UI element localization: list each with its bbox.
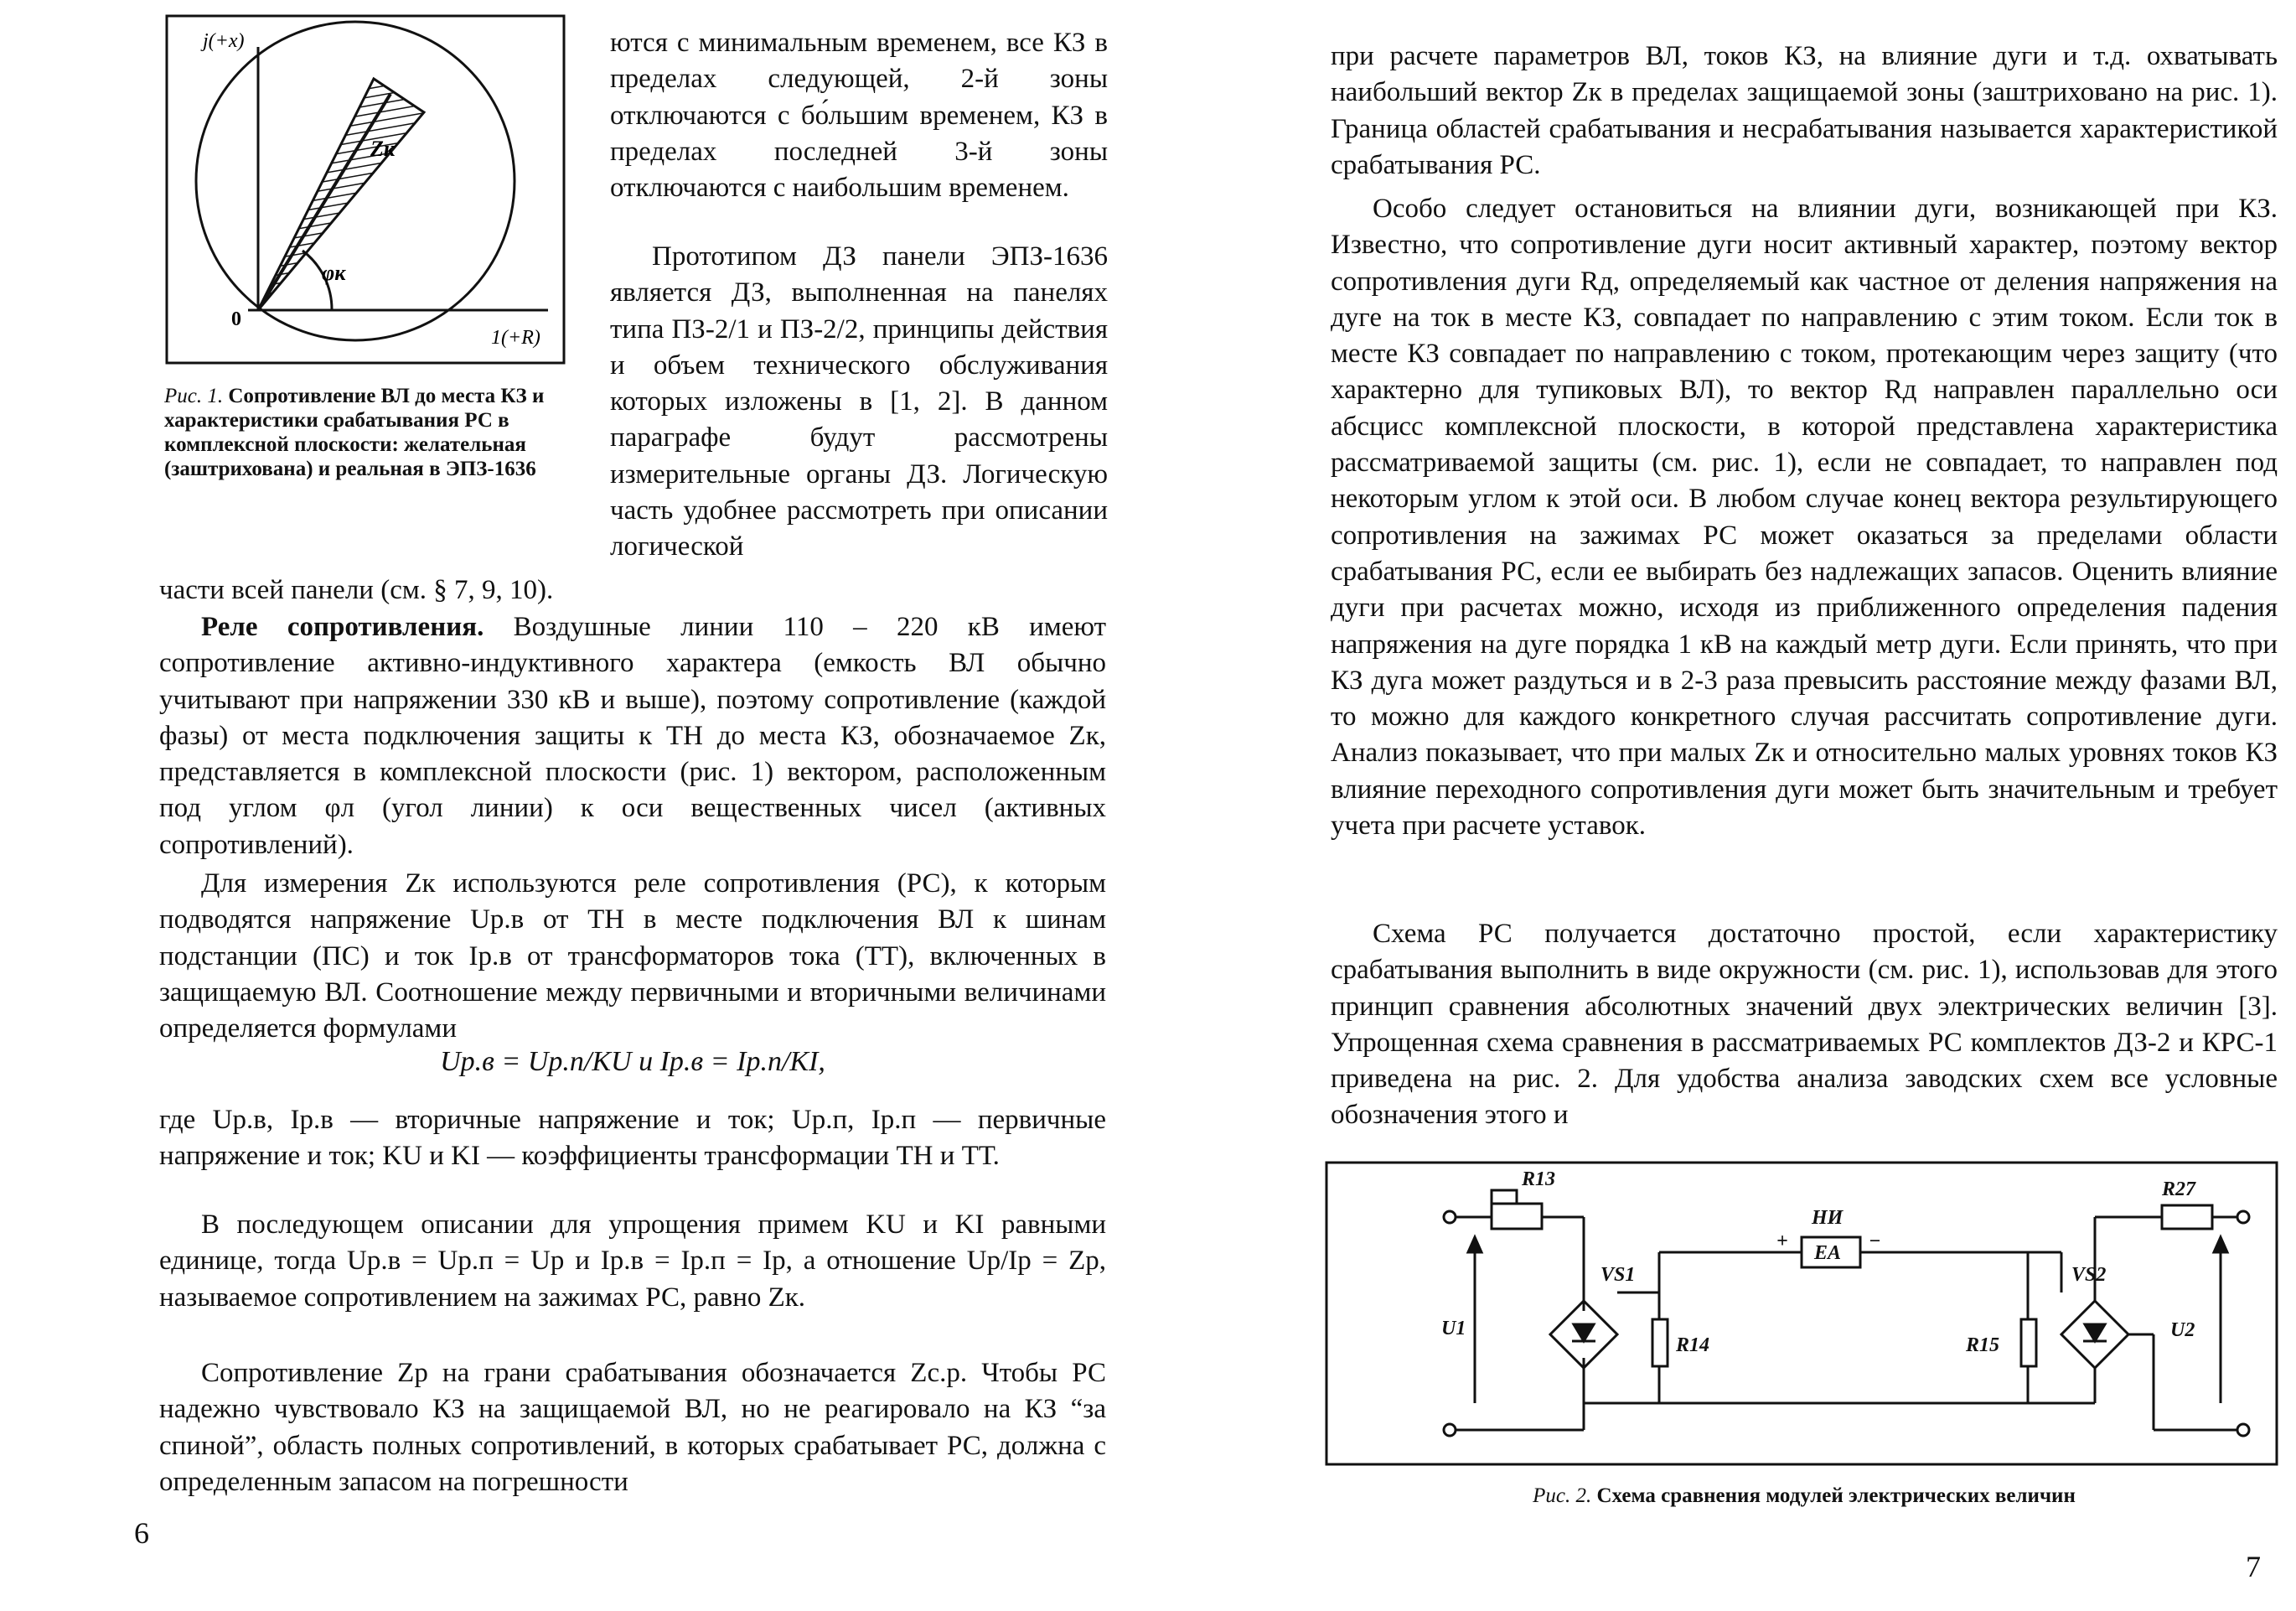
relay-heading: Реле сопротивления. [201,612,484,642]
terminal-right-top [2237,1211,2249,1223]
left-para-relay [159,609,1106,863]
label-vs1: VS1 [1600,1264,1636,1286]
figure-2-caption [1331,1484,2278,1508]
left-para-side-1: ются с минимальным временем, все КЗ в пределах следующей, 2-й зоны отключаются с бо́льшим временем, КЗ в пределах последней 3-й зоны отключаются с наибольшим временем. [610,28,1108,204]
origin-label: 0 [231,308,241,330]
left-para-2-continued: части всей панели (см. § 7, 9, 10). [159,575,554,605]
label-plus: + [1776,1230,1788,1252]
label-minus: − [1869,1230,1881,1252]
figure-2-frame [1326,1163,2277,1464]
figure-2-caption-text: Схема сравнения модулей электрических величин [1596,1484,2076,1507]
angle-label: φк [322,261,346,285]
axis-x-label: 1(+R) [491,327,540,349]
label-r14: R14 [1676,1334,1710,1356]
right-para-arc: Особо следует остановиться на влиянии дуги, возникающей при КЗ. Известно, что сопротивление дуги носит активный характер, поэтому вектор сопротивления дуги Rд, определяемый как частное от деления напряжения на дуге на ток в месте КЗ, совпадает по направлению с этим током. Если ток в месте КЗ совпадает по направлению с током, протекающим через защиту (что характерно для тупиковых ВЛ), то вектор Rд направлен параллельно оси абсцисс комплексной плоскости, в которой представлена характеристика рассматриваемой защиты (см. рис. 1), если не совпадает, то направлен под некоторым углом к этой оси. В любом случае конец вектора результирующего сопротивления на зажимах РС может оказаться за пределами области срабатывания РС, если ее выбирать без надлежащих запасов. Оценить влияние дуги при расчетах можно, исходя из приближенного определения падения напряжения на дуге порядка 1 кВ на каждый метр дуги. Если принять, что при КЗ дуга может раздуться и в 2-3 раза превысить расстояние между фазами ВЛ, то можно для каждого конкретного случая рассчитать сопротивление дуги. Анализ показывает, что при малых Zк и относительно малых уровнях токов КЗ влияние переходного сопротивления дуги может быть значительным и требует учета при расчете уставок. [1331,194,2278,842]
figure-2-circuit [1324,1160,2279,1467]
label-r13: R13 [1522,1168,1556,1190]
left-para-side-2: Прототипом ДЗ панели ЭПЗ-1636 является ДЗ, выполненная на панелях типа ПЗ-2/1 и ПЗ-2/2, принципы действия и объем технического обслуживания которых изложены в [1, 2]. В данном параграфе будут рассмотрены измерительные органы ДЗ. Логическую часть удобнее рассмотреть при описании логической [610,241,1108,562]
figure-2-caption-label: Рис. 2. [1533,1484,1592,1507]
left-para-measurement: Для измерения Zк используются реле сопротивления (РС), к которым подводятся напряжение Uр.в от ТН в месте подключения ВЛ к шинам подстанции (ПС) и ток Iр.в от трансформаторов тока (ТТ), включенных в защищаемую ВЛ. Соотношение между первичными и вторичными величинами определяется формулами [159,868,1106,1044]
resistor-r13 [1492,1204,1542,1229]
label-hi: НИ [1812,1207,1844,1229]
page-number-left: 6 [134,1516,149,1550]
left-para-threshold: Сопротивление Zр на грани срабатывания обозначается Zс.р. Чтобы РС надежно чувствовало КЗ на защищаемой ВЛ, но не реагировало на КЗ “за спиной”, область полных сопротивлений, в которых срабатывает РС, должна с определенным запасом на погрешности [159,1358,1106,1497]
label-r27: R27 [2162,1178,2196,1200]
terminal-right-bottom [2237,1424,2249,1436]
relay-body: Воздушные линии 110 – 220 кВ имеют сопротивление активно-индуктивного характера (емкость ВЛ обычно учитывают при напряжении 330 кВ и выше), поэтому сопротивление (каждой фазы) от места подключения защиты к ТН до места КЗ, обозначаемое Zк, представляется в комплексной плоскости (рис. 1) вектором, расположенным под углом φл (угол линии) к оси вещественных чисел (активных сопротивлений). [159,612,1107,860]
figure-1-caption [164,384,566,481]
vector-label: Zк [370,137,396,161]
left-para-simplification: В последующем описании для упрощения примем KU и KI равными единице, тогда Uр.в = Uр.п = Uр и Iр.в = Iр.п = Iр, а отношение Uр/Iр = Zр, называемое сопротивлением на зажимах РС, равно Zк. [159,1210,1106,1313]
label-ea: EA [1814,1242,1842,1264]
figure-1-caption-text: Сопротивление ВЛ до места КЗ и характеристики срабатывания РС в комплексной плоскости: желательная (заштрихована) и реальная в ЭПЗ-1636 [164,385,545,480]
label-u2: U2 [2170,1319,2195,1341]
terminal-left-bottom [1444,1424,1456,1436]
resistor-r27 [2162,1205,2212,1229]
right-para-1: при расчете параметров ВЛ, токов КЗ, на влияние дуги и т.д. охватывать наибольший вектор Zк в пределах защищаемой зоны (заштриховано на рис. 1). Граница областей срабатывания и несрабатывания называется характеристикой срабатывания РС. [1331,41,2278,180]
label-u1: U1 [1441,1318,1466,1339]
figure-1-impedance-diagram [164,13,566,365]
label-vs2: VS2 [2071,1264,2107,1286]
left-para-definitions: где Uр.в, Iр.в — вторичные напряжение и ток; Uр.п, Iр.п — первичные напряжение и ток; KU и KI — коэффициенты трансформации ТН и ТТ. [159,1105,1106,1172]
label-r15: R15 [1966,1334,2000,1356]
resistor-r15 [2021,1319,2036,1366]
formula-secondary-values: Uр.в = Uр.п/KU и Iр.в = Iр.п/KI, [440,1046,825,1077]
terminal-left-top [1444,1211,1456,1223]
resistor-r14 [1652,1319,1668,1366]
right-para-scheme: Схема РС получается достаточно простой, если характеристику срабатывания выполнить в виде окружности (см. рис. 1), использовав для этого принцип сравнения абсолютных значений двух электрических величин [3]. Упрощенная схема сравнения в рассматриваемых РС комплектов ДЗ-2 и КРС-1 приведена на рис. 2. Для удобства анализа заводских схем все условные обозначения этого и [1331,919,2278,1131]
figure-1-caption-label: Рис. 1. [164,385,224,407]
page-number-right: 7 [2246,1550,2261,1583]
axis-y-label: j(+x) [203,30,245,52]
